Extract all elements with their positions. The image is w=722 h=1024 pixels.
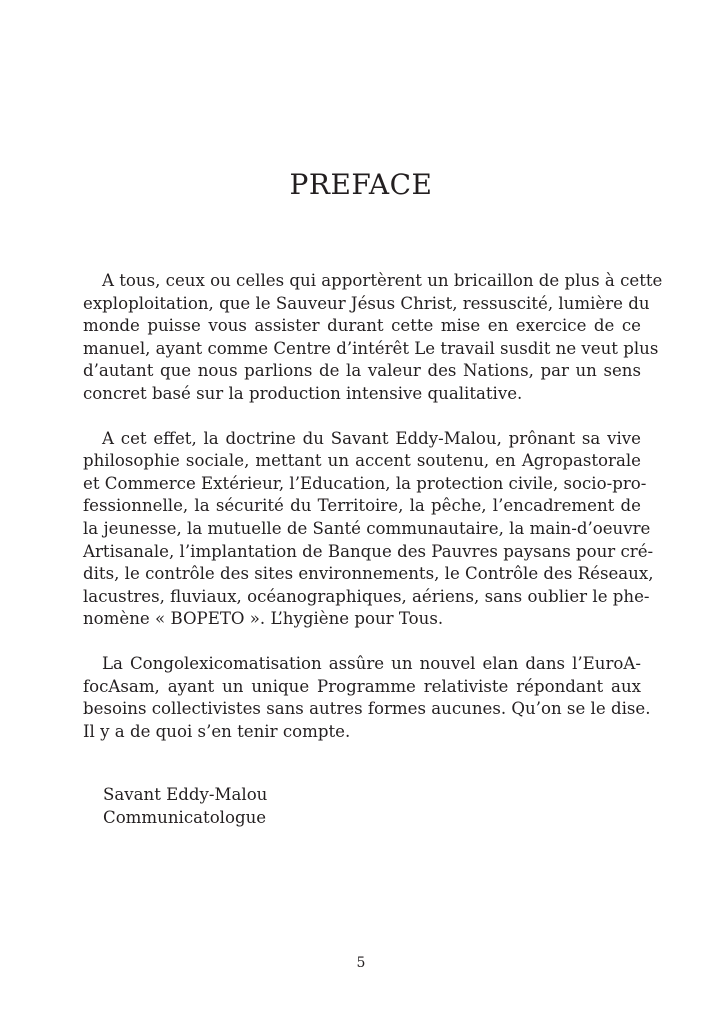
text-line: philosophie sociale, mettant un accent soutenu, en Agropastorale	[83, 451, 641, 471]
text-line: A tous, ceux ou celles qui apportèrent un bricaillon de plus à cette	[102, 271, 663, 290]
text-line: fessionnelle, la sécurité du Territoire, la pêche, l’encadrement de	[83, 496, 641, 516]
paragraph-2	[83, 428, 654, 631]
text-line: la jeunesse, la mutuelle de Santé communautaire, la main-d’oeuvre	[83, 518, 651, 538]
text-line: exploploitation, que le Sauveur Jésus Christ, ressuscité, lumière du	[83, 293, 650, 313]
page-title: PREFACE	[289, 168, 433, 201]
preface-body	[83, 270, 663, 765]
text-line: Artisanale, l’implantation de Banque des Pauvres paysans pour cré-	[83, 541, 654, 561]
signature-block	[103, 784, 267, 829]
text-line: manuel, ayant comme Centre d’intérêt Le travail susdit ne veut plus	[83, 338, 659, 358]
signature-role: Communicatologue	[103, 807, 267, 827]
text-line: et Commerce Extérieur, l’Education, la protection civile, socio-pro-	[83, 473, 647, 493]
text-line: focAsam, ayant un unique Programme relativiste répondant aux	[83, 676, 641, 696]
text-line: concret basé sur la production intensive qualitative.	[83, 383, 523, 403]
text-line: monde puisse vous assister durant cette mise en exercice de ce	[83, 316, 641, 336]
text-line: dits, le contrôle des sites environnements, le Contrôle des Réseaux,	[83, 564, 654, 584]
text-line: lacustres, fluviaux, océanographiques, aériens, sans oublier le phe-	[83, 586, 650, 606]
text-line: besoins collectivistes sans autres formes aucunes. Qu’on se le dise.	[83, 699, 651, 719]
paragraph-3	[83, 653, 651, 743]
page-number: 5	[356, 955, 366, 971]
text-line: A cet effet, la doctrine du Savant Eddy-Malou, prônant sa vive	[102, 428, 641, 448]
text-line: La Congolexicomatisation assûre un nouvel elan dans l’EuroA-	[102, 653, 641, 673]
text-line: Il y a de quoi s’en tenir compte.	[83, 721, 351, 741]
text-line: nomène « BOPETO ». L’hygiène pour Tous.	[83, 609, 444, 629]
text-line: d’autant que nous parlions de la valeur des Nations, par un sens	[83, 361, 641, 381]
paragraph-1	[83, 270, 663, 406]
signature-name: Savant Eddy-Malou	[103, 785, 268, 804]
